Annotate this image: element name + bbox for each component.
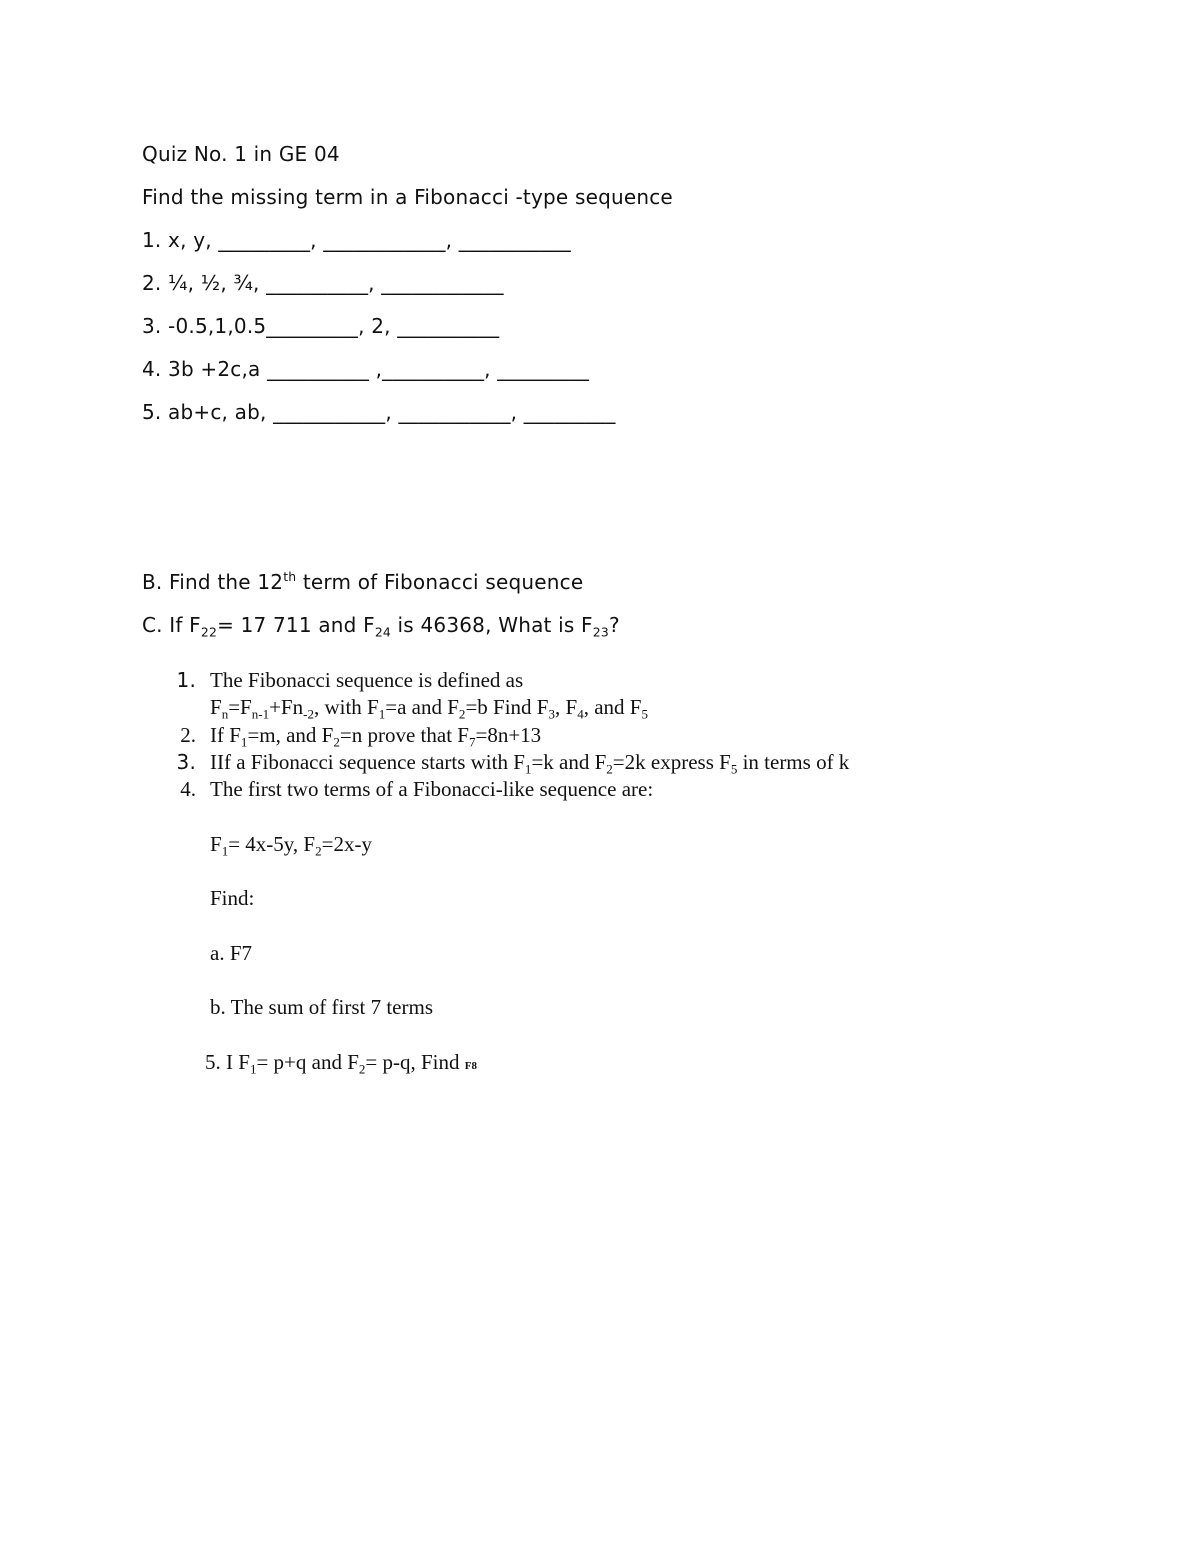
- part-b-question: B. Find the 12th term of Fibonacci sequence: [142, 568, 584, 594]
- problem-2: 2. If $F_1=m$, and $F_2=n$ prove that $F_7=8n+13$: [180, 723, 542, 750]
- part-a-item-5: 5. ab+c, ab, ___________, ___________, _________: [142, 400, 616, 424]
- problem-3: 3. IIf a Fibonacci sequence starts with $F_1=k$ and $F_2=2k$ express $F_5$ in terms of k: [176, 750, 850, 777]
- problem-5: 5. I $F_1= p+q$ and $F_2= p-q$, Find F8: [205, 1050, 477, 1077]
- problem-4-part-a: a. F7: [210, 941, 252, 965]
- part-a-item-2: 2. ¼, ½, ¾, __________, ____________: [142, 271, 504, 295]
- part-a-item-3: 3. -0.5,1,0.5_________, 2, __________: [142, 314, 500, 338]
- problem-4-find-label: Find:: [210, 886, 255, 910]
- part-c-question: C. If $F_{22}= 17$ 711 and $F_{24}$ is 46368, What is $F_{23}$?: [142, 613, 620, 640]
- quiz-title: Quiz No. 1 in GE 04: [142, 142, 340, 166]
- part-a-item-1: 1. x, y, _________, ____________, ___________: [142, 228, 571, 252]
- problem-4-given-terms: $F_1= 4x-5y$, $F_2=2x-y$: [210, 832, 372, 859]
- problem-1: 1. The Fibonacci sequence is defined as: [176, 668, 524, 692]
- part-a-instruction: Find the missing term in a Fibonacci -type sequence: [142, 185, 673, 209]
- problem-1-definition: $F_n=F_{n-1}+Fn_{-2}$, with $F_1=a$ and $F_2=b$ Find $F_3$, $F_4$, and $F_5$: [210, 695, 648, 722]
- problem-4-part-b: b. The sum of first 7 terms: [210, 995, 434, 1019]
- problem-4: 4. The first two terms of a Fibonacci-like sequence are:: [180, 777, 654, 801]
- part-a-item-4: 4. 3b +2c,a __________ ,__________, _________: [142, 357, 590, 381]
